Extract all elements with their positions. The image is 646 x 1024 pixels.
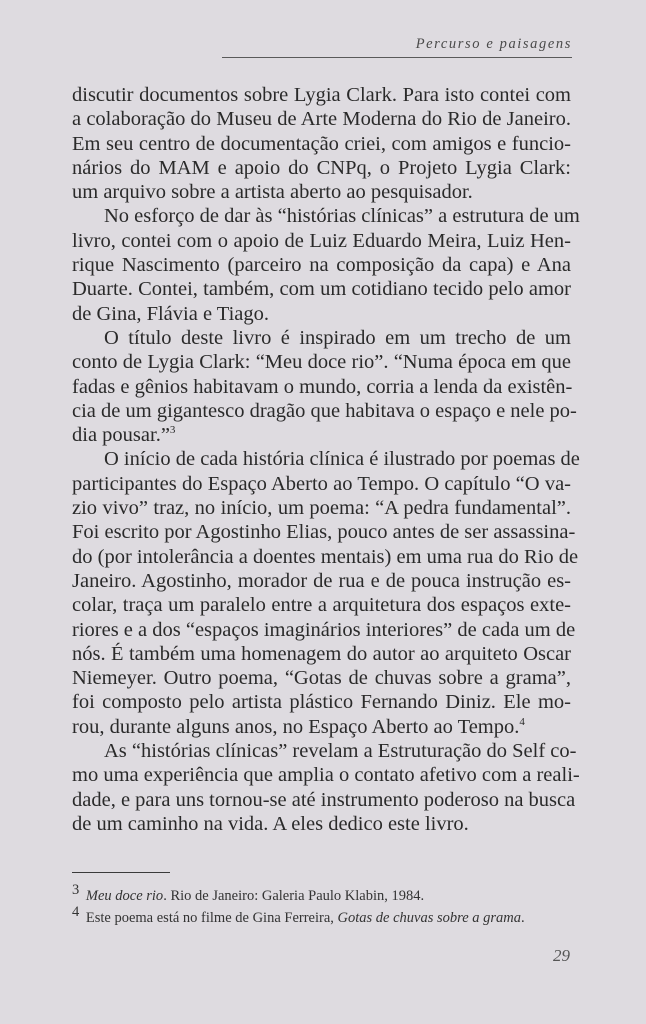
footnote-text: Este poema está no filme de Gina Ferreira,: [85, 910, 338, 926]
footnote-rule: [72, 872, 170, 873]
body-line: As “histórias clínicas” revelam a Estruturação do Self co-: [104, 740, 577, 763]
footnote-end: .: [521, 910, 525, 926]
footnote-4: [72, 904, 572, 929]
body-line: Niemeyer. Outro poema, “Gotas de chuvas sobre a grama”,: [72, 667, 571, 690]
body-line: do (por intolerância a doentes mentais) em uma rua do Rio de: [72, 545, 579, 568]
body-text: [72, 83, 580, 836]
body-line: O início de cada história clínica é ilustrado por poemas de: [104, 448, 580, 471]
body-line: riores e a dos “espaços imaginários interiores” de cada um de: [72, 618, 576, 641]
body-line: Duarte. Contei, também, com um cotidiano tecido pelo amor: [72, 278, 571, 301]
body-line: Janeiro. Agostinho, morador de rua e de pouca instrução es-: [72, 569, 571, 592]
body-line: foi composto pelo artista plástico Fernando Diniz. Ele mo-: [72, 691, 571, 714]
body-line: No esforço de dar às “histórias clínicas” a estrutura de um: [104, 205, 580, 228]
body-line-with-note: [72, 715, 571, 739]
body-line: mo uma experiência que amplia o contato afetivo com a reali-: [72, 764, 580, 787]
body-line: colar, traça um paralelo entre a arquitetura dos espaços exte-: [72, 594, 571, 617]
running-header: Percurso e paisagens: [415, 36, 572, 52]
body-line: Foi escrito por Agostinho Elias, pouco antes de ser assassina-: [72, 521, 576, 544]
footnote-ref-4: 4: [519, 715, 525, 728]
body-line-with-note: [72, 423, 571, 447]
body-line: cia de um gigantesco dragão que habitava o espaço e nele po-: [72, 399, 577, 422]
footnote-text: . Rio de Janeiro: Galeria Paulo Klabin, 1984.: [163, 888, 425, 904]
body-line: nós. É também uma homenagem do autor ao arquiteto Oscar: [72, 642, 571, 665]
footnotes: [72, 882, 572, 929]
footnote-number: 4: [72, 904, 80, 921]
footnote-number: 3: [72, 882, 80, 899]
body-line: nários do MAM e apoio do CNPq, o Projeto Lygia Clark:: [72, 156, 571, 179]
body-line: um arquivo sobre a artista aberto ao pesquisador.: [72, 181, 473, 204]
body-line-text: dia pousar.”: [72, 424, 170, 447]
footnote-title: Meu doce rio: [85, 888, 164, 904]
body-line-text: rou, durante alguns anos, no Espaço Aberto ao Tempo.: [72, 715, 520, 738]
body-line: O título deste livro é inspirado em um trecho de um: [104, 326, 571, 349]
body-line: de um caminho na vida. A eles dedico este livro.: [72, 812, 469, 835]
footnote-title: Gotas de chuvas sobre a grama: [337, 910, 522, 926]
body-line: livro, contei com o apoio de Luiz Eduardo Meira, Luiz Hen-: [72, 229, 571, 252]
body-line: de Gina, Flávia e Tiago.: [72, 302, 270, 325]
page-number: 29: [553, 946, 570, 965]
body-line: dade, e para uns tornou-se até instrumento poderoso na busca: [72, 788, 576, 811]
body-line: conto de Lygia Clark: “Meu doce rio”. “Numa época em que: [72, 351, 571, 374]
body-line: participantes do Espaço Aberto ao Tempo. O capítulo “O va-: [72, 472, 571, 495]
footnote-3: [72, 882, 572, 907]
body-line: rique Nascimento (parceiro na composição da capa) e Ana: [72, 254, 571, 277]
body-line: fadas e gênios habitavam o mundo, corria a lenda da existên-: [72, 375, 573, 398]
body-line: a colaboração do Museu de Arte Moderna do Rio de Janeiro.: [72, 108, 571, 131]
body-line: zio vivo” traz, no início, um poema: “A pedra fundamental”.: [72, 497, 571, 520]
body-line: Em seu centro de documentação criei, com amigos e funcio-: [72, 132, 571, 155]
footnote-ref-3: 3: [169, 424, 176, 437]
header-rule: [222, 57, 572, 58]
body-line: discutir documentos sobre Lygia Clark. Para isto contei com: [72, 84, 571, 106]
